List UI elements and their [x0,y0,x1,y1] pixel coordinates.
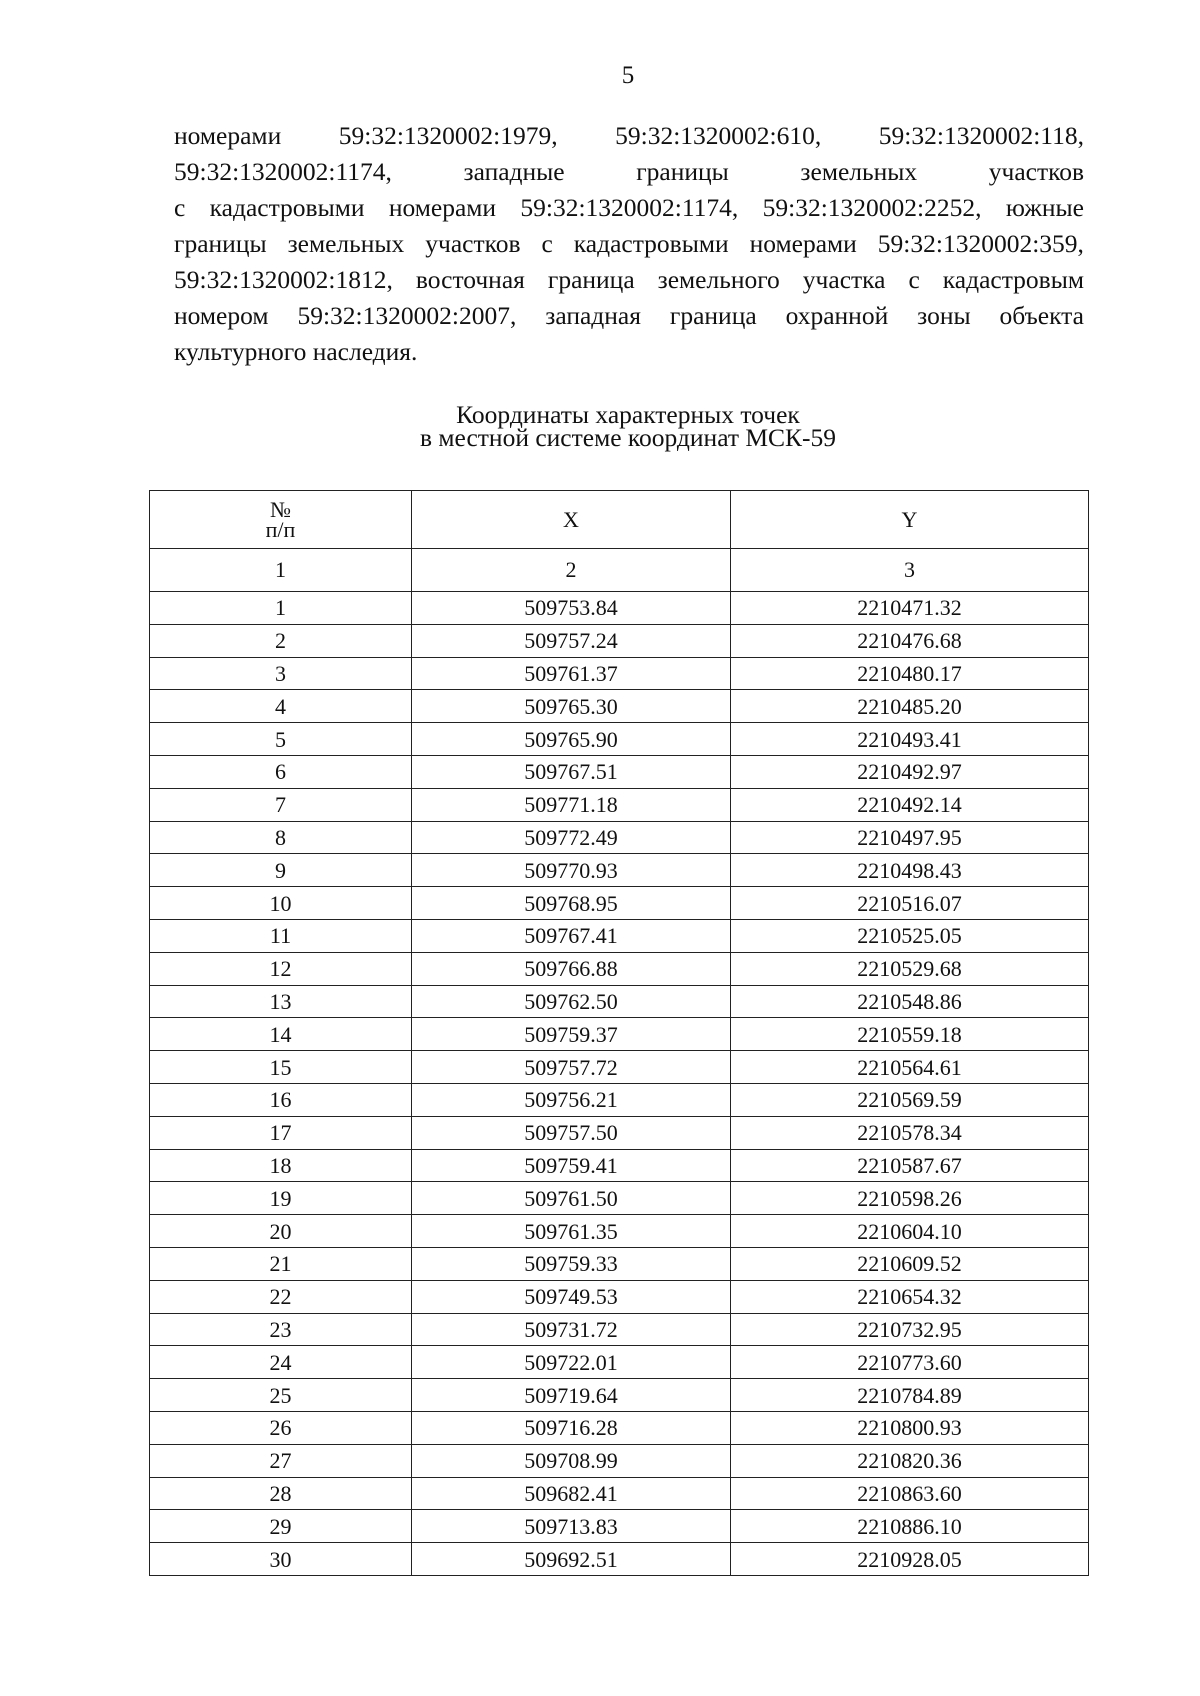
table-row [150,1543,1089,1576]
table-row [150,1280,1089,1313]
x-coordinate-cell: 509757.72 [412,1051,731,1084]
x-coordinate-cell: 509765.30 [412,690,731,723]
y-coordinate-cell: 2210497.95 [731,821,1089,854]
paragraph-word: номером [174,301,269,330]
point-number-cell: 2 [150,624,412,657]
point-number-cell: 11 [150,919,412,952]
x-coordinate-cell: 509757.24 [412,624,731,657]
paragraph-word: объекта [999,301,1084,330]
paragraph-line [174,226,1084,262]
table-row [150,1379,1089,1412]
y-coordinate-cell: 2210928.05 [731,1543,1089,1576]
table-row [150,1083,1089,1116]
y-coordinate-cell: 2210569.59 [731,1083,1089,1116]
table-row [150,1018,1089,1051]
x-coordinate-cell: 509719.64 [412,1379,731,1412]
y-coordinate-cell: 2210604.10 [731,1215,1089,1248]
y-coordinate-cell: 2210498.43 [731,854,1089,887]
table-row [150,1346,1089,1379]
table-row [150,755,1089,788]
y-coordinate-cell: 2210587.67 [731,1149,1089,1182]
paragraph-word: культурного наследия. [174,337,418,366]
x-coordinate-cell: 509768.95 [412,887,731,920]
point-number-cell: 20 [150,1215,412,1248]
table-row [150,1182,1089,1215]
paragraph-line [174,118,1084,154]
paragraph-word: границы [636,157,729,186]
y-coordinate-cell: 2210525.05 [731,919,1089,952]
x-coordinate-cell: 509762.50 [412,985,731,1018]
paragraph-word: земельных [800,157,918,186]
y-coordinate-cell: 2210863.60 [731,1477,1089,1510]
point-number-cell: 18 [150,1149,412,1182]
table-row [150,1313,1089,1346]
point-number-cell: 24 [150,1346,412,1379]
table-row [150,690,1089,723]
paragraph-line [174,334,1084,370]
point-number-cell: 7 [150,788,412,821]
x-coordinate-cell: 509753.84 [412,592,731,625]
x-coordinate-cell: 509761.50 [412,1182,731,1215]
x-coordinate-cell: 509731.72 [412,1313,731,1346]
point-number-cell: 10 [150,887,412,920]
paragraph-word: охранной [785,301,889,330]
point-number-cell: 8 [150,821,412,854]
paragraph-word: участков [988,157,1084,186]
point-number-cell: 21 [150,1247,412,1280]
x-coordinate-cell: 509756.21 [412,1083,731,1116]
paragraph-word: земельного [657,265,780,294]
table-row [150,1051,1089,1084]
column-number-2: 2 [412,549,731,592]
paragraph-word: 59:32:1320002:610, [615,121,822,150]
paragraph-word: земельных [287,229,405,258]
header-x: X [412,491,731,549]
paragraph-word: южные [1005,193,1084,222]
x-coordinate-cell: 509713.83 [412,1510,731,1543]
y-coordinate-cell: 2210773.60 [731,1346,1089,1379]
y-coordinate-cell: 2210529.68 [731,952,1089,985]
table-row [150,1477,1089,1510]
paragraph-word: зоны [917,301,971,330]
paragraph-line [174,190,1084,226]
point-number-cell: 9 [150,854,412,887]
y-coordinate-cell: 2210559.18 [731,1018,1089,1051]
y-coordinate-cell: 2210492.97 [731,755,1089,788]
y-coordinate-cell: 2210732.95 [731,1313,1089,1346]
paragraph-word: с [541,229,553,258]
x-coordinate-cell: 509716.28 [412,1411,731,1444]
point-number-cell: 12 [150,952,412,985]
paragraph-word: 59:32:1320002:118, [878,121,1084,150]
paragraph-word: с [174,193,186,222]
y-coordinate-cell: 2210548.86 [731,985,1089,1018]
table-row [150,1411,1089,1444]
x-coordinate-cell: 509692.51 [412,1543,731,1576]
paragraph-line [174,154,1084,190]
x-coordinate-cell: 509759.41 [412,1149,731,1182]
table-row [150,887,1089,920]
paragraph-word: западная [545,301,641,330]
table-row [150,1510,1089,1543]
header-sequence: п/п [265,516,296,542]
paragraph-word: границы [174,229,267,258]
table-row [150,985,1089,1018]
y-coordinate-cell: 2210784.89 [731,1379,1089,1412]
paragraph-word: граница [669,301,757,330]
table-title [0,400,1200,452]
paragraph-word: номерами [749,229,857,258]
point-number-cell: 30 [150,1543,412,1576]
paragraph-line [174,298,1084,334]
point-number-cell: 4 [150,690,412,723]
paragraph-word: номерами [388,193,497,222]
y-coordinate-cell: 2210476.68 [731,624,1089,657]
x-coordinate-cell: 509771.18 [412,788,731,821]
table-title-line-2: в местной системе координат МСК-59 [419,423,837,452]
y-coordinate-cell: 2210886.10 [731,1510,1089,1543]
paragraph-word: кадастровым [942,265,1084,294]
x-coordinate-cell: 509757.50 [412,1116,731,1149]
column-number-row [150,549,1089,592]
paragraph-word: участка [802,265,886,294]
y-coordinate-cell: 2210480.17 [731,657,1089,690]
paragraph-line [174,262,1084,298]
table-row [150,788,1089,821]
y-coordinate-cell: 2210609.52 [731,1247,1089,1280]
column-number-3: 3 [731,549,1089,592]
x-coordinate-cell: 509722.01 [412,1346,731,1379]
point-number-cell: 29 [150,1510,412,1543]
column-number-1: 1 [150,549,412,592]
paragraph-word: граница [547,265,635,294]
point-number-cell: 25 [150,1379,412,1412]
paragraph-word: 59:32:1320002:2252, [762,193,982,222]
x-coordinate-cell: 509767.41 [412,919,731,952]
point-number-cell: 28 [150,1477,412,1510]
y-coordinate-cell: 2210820.36 [731,1444,1089,1477]
table-row [150,1247,1089,1280]
x-coordinate-cell: 509708.99 [412,1444,731,1477]
table-row [150,1444,1089,1477]
y-coordinate-cell: 2210516.07 [731,887,1089,920]
y-coordinate-cell: 2210598.26 [731,1182,1089,1215]
paragraph-word: участков [425,229,521,258]
paragraph-word: восточная [415,265,525,294]
y-coordinate-cell: 2210485.20 [731,690,1089,723]
table-row [150,952,1089,985]
x-coordinate-cell: 509761.37 [412,657,731,690]
paragraph-word: западные [463,157,565,186]
table-row [150,592,1089,625]
point-number-cell: 14 [150,1018,412,1051]
paragraph-word: 59:32:1320002:1174, [520,193,739,222]
point-number-cell: 26 [150,1411,412,1444]
x-coordinate-cell: 509759.37 [412,1018,731,1051]
table-row [150,854,1089,887]
page-number: 5 [621,62,635,89]
x-coordinate-cell: 509682.41 [412,1477,731,1510]
table-row [150,919,1089,952]
point-number-cell: 16 [150,1083,412,1116]
table-row [150,657,1089,690]
body-paragraph [174,118,1084,370]
header-number-sign: № [270,496,291,522]
y-coordinate-cell: 2210578.34 [731,1116,1089,1149]
x-coordinate-cell: 509772.49 [412,821,731,854]
table-row [150,1149,1089,1182]
x-coordinate-cell: 509765.90 [412,723,731,756]
y-coordinate-cell: 2210493.41 [731,723,1089,756]
paragraph-word: кадастровыми [573,229,729,258]
point-number-cell: 5 [150,723,412,756]
table-row [150,723,1089,756]
table-row [150,1116,1089,1149]
point-number-cell: 15 [150,1051,412,1084]
point-number-cell: 3 [150,657,412,690]
x-coordinate-cell: 509749.53 [412,1280,731,1313]
table-row [150,1215,1089,1248]
table-row [150,624,1089,657]
point-number-cell: 22 [150,1280,412,1313]
table-title-line-1: Координаты характерных точек [456,400,800,429]
header-point-number [150,491,412,549]
point-number-cell: 23 [150,1313,412,1346]
y-coordinate-cell: 2210492.14 [731,788,1089,821]
point-number-cell: 19 [150,1182,412,1215]
header-row [150,491,1089,549]
paragraph-word: 59:32:1320002:1174, [174,157,392,186]
paragraph-word: 59:32:1320002:1812, [174,265,393,294]
paragraph-word: с [908,265,920,294]
paragraph-word: 59:32:1320002:2007, [297,301,517,330]
header-y: Y [731,491,1089,549]
y-coordinate-cell: 2210654.32 [731,1280,1089,1313]
point-number-cell: 17 [150,1116,412,1149]
table-row [150,821,1089,854]
paragraph-word: номерами [174,121,282,150]
paragraph-word: кадастровыми [209,193,365,222]
y-coordinate-cell: 2210800.93 [731,1411,1089,1444]
x-coordinate-cell: 509770.93 [412,854,731,887]
x-coordinate-cell: 509767.51 [412,755,731,788]
coordinates-table [149,490,1089,1576]
point-number-cell: 1 [150,592,412,625]
x-coordinate-cell: 509766.88 [412,952,731,985]
paragraph-word: 59:32:1320002:1979, [338,121,558,150]
point-number-cell: 6 [150,755,412,788]
y-coordinate-cell: 2210471.32 [731,592,1089,625]
point-number-cell: 27 [150,1444,412,1477]
paragraph-word: 59:32:1320002:359, [877,229,1084,258]
x-coordinate-cell: 509761.35 [412,1215,731,1248]
x-coordinate-cell: 509759.33 [412,1247,731,1280]
y-coordinate-cell: 2210564.61 [731,1051,1089,1084]
point-number-cell: 13 [150,985,412,1018]
